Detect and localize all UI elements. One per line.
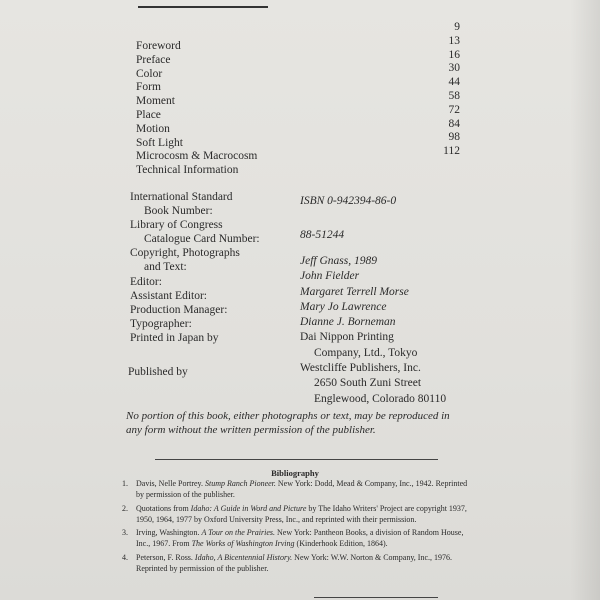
copyright-label-line2: and Text:	[144, 261, 187, 274]
toc-title: Soft Light	[136, 136, 183, 149]
credits-labels	[130, 190, 260, 345]
toc-page-number: 44	[448, 76, 460, 89]
entry-title: Stump Ranch Pioneer.	[205, 479, 276, 488]
entry-number: 4.	[122, 552, 128, 562]
copyright-value: Jeff Gnass, 1989	[300, 255, 377, 267]
typographer-value: Dianne J. Borneman	[300, 316, 396, 329]
printer-value-line1: Dai Nippon Printing	[300, 331, 394, 344]
isbn-value: ISBN 0-942394-86-0	[300, 195, 397, 207]
bibliography-list	[122, 478, 474, 576]
toc-title: Technical Information	[136, 164, 239, 177]
printed-label: Printed in Japan by	[130, 331, 219, 344]
entry-text: Quotations from	[136, 503, 191, 513]
production-manager-value: Mary Jo Lawrence	[300, 300, 387, 313]
publisher-value-line1: Westcliffe Publishers, Inc.	[300, 362, 421, 375]
copyright-notice: No portion of this book, either photographs or text, may be reproduced in any form without the written permission of the publisher.	[126, 410, 450, 436]
printer-value-line2: Company, Ltd., Tokyo	[314, 346, 418, 359]
toc-page-number: 112	[443, 145, 460, 158]
toc-page-number: 16	[448, 48, 460, 61]
bibliography-entry	[122, 527, 474, 549]
isbn-label-line1: International Standard	[130, 191, 233, 203]
bottom-rule	[314, 597, 438, 598]
toc-page-number: 13	[448, 34, 460, 47]
entry-text: by The Idaho Writers' Project are copyright 1937, 1950, 1964, 1977 by Oxford University Press, Inc., and reprinted with their permission.	[136, 503, 467, 524]
entry-text: Irving, Washington.	[136, 528, 202, 538]
section-divider	[155, 459, 438, 460]
credits-values	[300, 254, 446, 407]
toc-page-number: 30	[448, 62, 460, 75]
entry-text: Peterson, F. Ross.	[136, 552, 195, 562]
entry-text: New York: Dodd, Mead & Company, Inc., 1942. Reprinted by permission of the publisher.	[136, 479, 468, 499]
bibliography-entry	[122, 478, 474, 500]
isbn-label-line2: Book Number:	[144, 205, 213, 218]
toc-title: Form	[136, 81, 161, 94]
toc-page-number: 98	[448, 131, 460, 144]
toc-page-numbers	[430, 21, 460, 159]
editor-value: John Fielder	[300, 270, 360, 283]
production-manager-label: Production Manager:	[130, 303, 228, 316]
toc-title: Moment	[136, 95, 175, 108]
toc-title: Motion	[136, 122, 170, 135]
toc-title: Color	[136, 67, 163, 80]
toc-page-number: 84	[448, 117, 460, 130]
editor-label: Editor:	[130, 275, 162, 288]
publisher-value-line2: 2650 South Zuni Street	[314, 377, 422, 390]
entry-text: Davis, Nelle Portrey.	[136, 479, 206, 488]
entry-text: New York: Pantheon Books, a division of Random House, Inc., 1967. From	[136, 528, 464, 549]
toc-title: Foreword	[136, 40, 181, 52]
assistant-editor-label: Assistant Editor:	[130, 289, 207, 302]
top-rule	[138, 0, 268, 8]
toc-title: Preface	[136, 53, 171, 66]
assistant-editor-value: Margaret Terrell Morse	[300, 285, 409, 298]
entry-title: The Works of Washington Irving	[191, 539, 295, 549]
copyright-label-line1: Copyright, Photographs	[130, 247, 240, 260]
toc-page-number: 72	[448, 103, 460, 116]
entry-number: 3.	[122, 528, 128, 538]
page-gutter-shadow	[570, 0, 600, 600]
entry-text: New York: W.W. Norton & Company, Inc., 1976. Reprinted by permission of the publisher.	[136, 552, 453, 573]
entry-title: Idaho: A Guide in Word and Picture	[190, 503, 307, 513]
toc-page-number: 58	[448, 89, 460, 102]
typographer-label: Typographer:	[130, 317, 192, 330]
lc-number-value: 88-51244	[300, 229, 345, 241]
toc-page-number: 9	[454, 21, 460, 33]
bibliography-entry	[122, 552, 474, 574]
entry-title: Idaho, A Bicentennial History.	[194, 552, 293, 562]
lc-label-line1: Library of Congress	[130, 219, 223, 232]
entry-title: A Tour on the Prairies.	[201, 528, 276, 538]
toc-titles	[136, 40, 257, 178]
lc-label-line2: Catalogue Card Number:	[144, 233, 260, 246]
entry-text: (Kinderhook Edition, 1864).	[294, 539, 388, 549]
publisher-value-line3: Englewood, Colorado 80110	[314, 392, 447, 405]
entry-number: 2.	[122, 503, 128, 513]
bibliography-heading: Bibliography	[271, 468, 319, 478]
bibliography-entry	[122, 503, 474, 525]
toc-title: Place	[136, 108, 161, 121]
entry-number: 1.	[122, 479, 128, 488]
published-label: Published by	[128, 366, 188, 378]
toc-title: Microcosm & Macrocosm	[136, 150, 258, 163]
